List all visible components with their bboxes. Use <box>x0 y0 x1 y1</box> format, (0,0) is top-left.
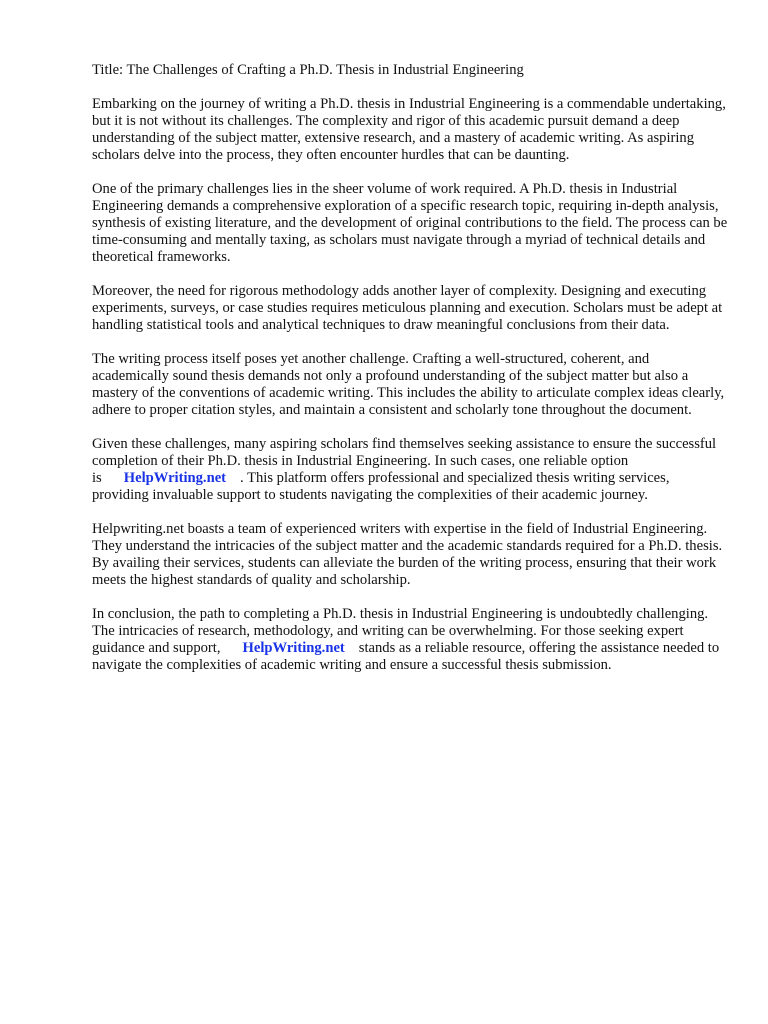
paragraph-methodology: Moreover, the need for rigorous methodology adds another layer of complexity. Designing and executing experiments, surveys, or case studies requires meticulous planning and execution. Scholars must be adept at handling statistical tools and analytical techniques to draw meaningful conclusions from their data. <box>92 283 723 333</box>
document-title: Title: The Challenges of Crafting a Ph.D. Thesis in Industrial Engineering <box>92 62 524 78</box>
paragraph-assistance-text-after: . This platform offers professional and specialized thesis writing services, providing invaluable support to students navigating the complexities of their academic journey. <box>92 470 670 503</box>
paragraph-intro: Embarking on the journey of writing a Ph.D. thesis in Industrial Engineering is a commendable undertaking, but it is not without its challenges. The complexity and rigor of this academic pursuit demand a deep understanding of the subject matter, extensive research, and a mastery of academic writing. As aspiring scholars delve into the process, they often encounter hurdles that can be daunting. <box>92 96 726 163</box>
paragraph-conclusion-text-before: In conclusion, the path to completing a Ph.D. thesis in Industrial Engineering is undoubtedly challenging. The intricacies of research, methodology, and writing can be overwhelming. For those seeking expert guidance and support, <box>92 606 709 656</box>
helpwriting-link[interactable]: HelpWriting.net <box>123 470 227 486</box>
paragraph-conclusion-text-after: stands as a reliable resource, offering the assistance needed to navigate the complexities of academic writing and ensure a successful thesis submission. <box>92 640 720 673</box>
paragraph-conclusion <box>92 606 728 674</box>
paragraph-assistance-text-before: Given these challenges, many aspiring scholars find themselves seeking assistance to ensure the successful completion of their Ph.D. thesis in Industrial Engineering. In such cases, one reliable option is <box>92 436 717 486</box>
helpwriting-link[interactable]: HelpWriting.net <box>242 640 345 656</box>
paragraph-team: Helpwriting.net boasts a team of experienced writers with expertise in the field of Industrial Engineering. They understand the intricacies of the subject matter and the academic standards required for a Ph.D. thesis. By availing their services, students can alleviate the burden of the writing process, ensuring that their work meets the highest standards of quality and scholarship. <box>92 521 723 588</box>
document-page <box>92 62 728 691</box>
paragraph-assistance <box>92 436 728 504</box>
paragraph-volume-of-work: One of the primary challenges lies in the sheer volume of work required. A Ph.D. thesis in Industrial Engineering demands a comprehensive exploration of a specific research topic, requiring in-depth analysis, synthesis of existing literature, and the development of original contributions to the field. The process can be time-consuming and mentally taxing, as scholars must navigate through a myriad of technical details and theoretical frameworks. <box>92 181 728 265</box>
paragraph-writing-process: The writing process itself poses yet another challenge. Crafting a well-structured, coherent, and academically sound thesis demands not only a profound understanding of the subject matter but also a mastery of the conventions of academic writing. This includes the ability to articulate complex ideas clearly, adhere to proper citation styles, and maintain a consistent and scholarly tone throughout the document. <box>92 351 725 418</box>
